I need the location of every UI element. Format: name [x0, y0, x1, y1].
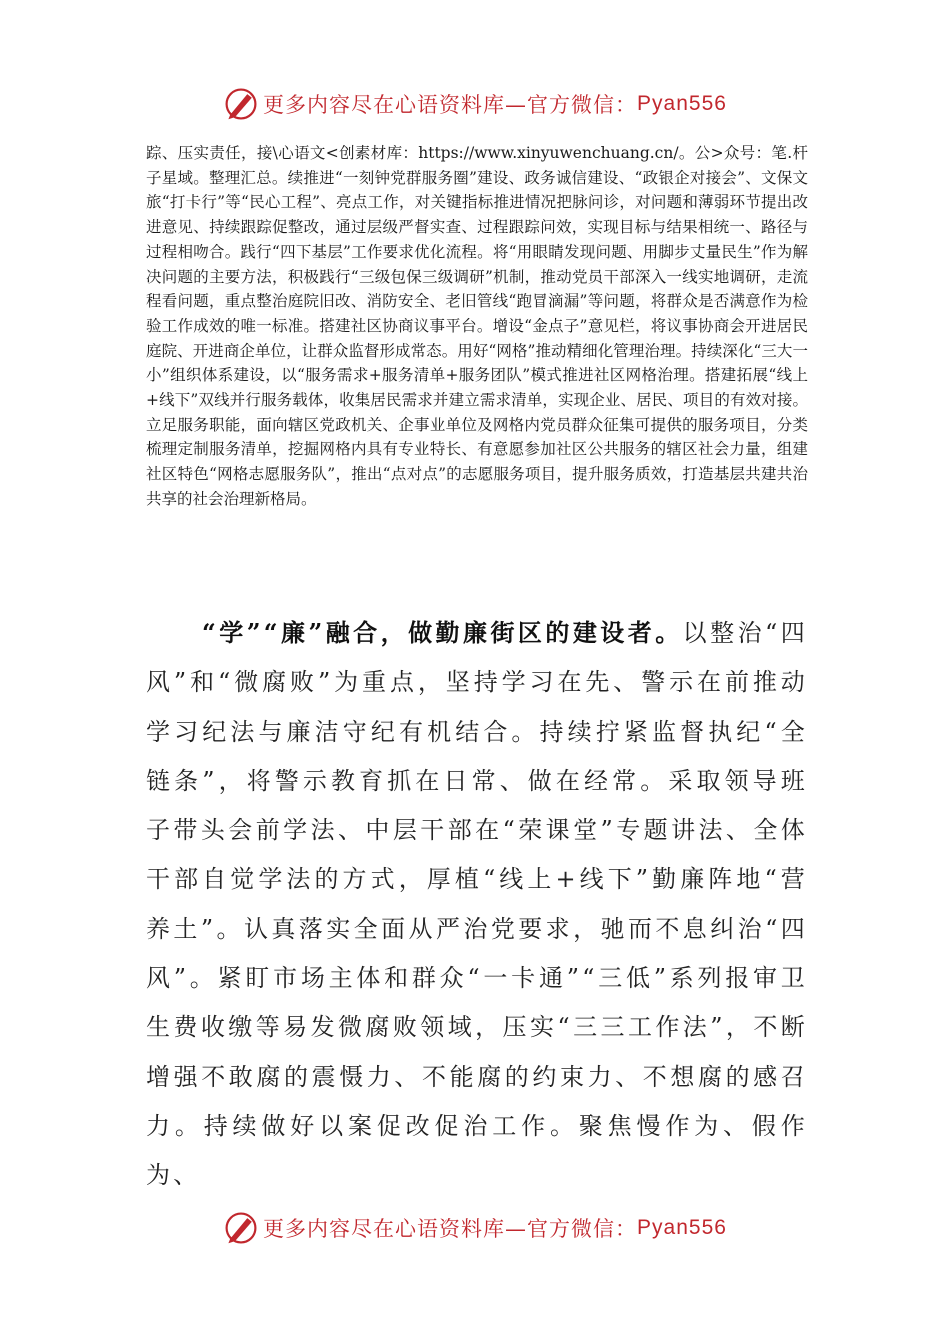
- section-heading: “学”“廉”融合，做勤廉街区的建设者。: [202, 618, 683, 647]
- banner-text: 更多内容尽在心语资料库—官方微信：: [263, 93, 638, 117]
- pen-logo-icon: [223, 86, 259, 122]
- footer-banner: [0, 1208, 950, 1248]
- banner-wechat-id: Pyan556: [637, 1216, 727, 1239]
- pen-logo-icon: [223, 1210, 259, 1246]
- header-banner: [0, 84, 950, 124]
- body-paragraph-1: 踪、压实责任，接\心语文<创素材库：https://www.xinyuwenchuang.cn/。公>众号：笔.杆子星域。整理汇总。续推进“一刻钟党群服务圈”建设、政务诚信建设、“政银企对接会”、文保文旅“打卡行”等“民心工程”、亮点工作，对关键指标推进情况把脉问诊，对问题和薄弱环节提出改进意见、持续跟踪促整改，通过层级严督实查、过程跟踪问效，实现目标与结果相统一、路径与过程相吻合。践行“四下基层”工作要求优化流程。将“用眼睛发现问题、用脚步丈量民生”作为解决问题的主要方法，积极践行“三级包保三级调研”机制，推动党员干部深入一线实地调研，走流程看问题，重点整治庭院旧改、消防安全、老旧管线“跑冒滴漏”等问题，将群众是否满意作为检验工作成效的唯一标准。搭建社区协商议事平台。增设“金点子”意见栏，将议事协商会开进居民庭院、开进商企单位，让群众监督形成常态。用好“网格”推动精细化管理治理。持续深化“三大一小”组织体系建设，以“服务需求+服务清单+服务团队”模式推进社区网格治理。搭建拓展“线上+线下”双线并行服务载体，收集居民需求并建立需求清单，实现企业、居民、项目的有效对接。立足服务职能，面向辖区党政机关、企事业单位及网格内党员群众征集可提供的服务项目，分类梳理定制服务清单，挖掘网格内具有专业特长、有意愿参加社区公共服务的辖区社会力量，组建社区特色“网格志愿服务队”，推出“点对点”的志愿服务项目，提升服务质效，打造基层共建共治共享的社会治理新格局。: [146, 144, 808, 508]
- banner-wechat-id: Pyan556: [637, 92, 727, 115]
- banner-text: 更多内容尽在心语资料库—官方微信：: [263, 1217, 638, 1241]
- section-body: 以整治“四风”和“微腐败”为重点，坚持学习在先、警示在前推动学习纪法与廉洁守纪有机结合。持续拧紧监督执纪“全链条”，将警示教育抓在日常、做在经常。采取领导班子带头会前学法、中层干部在“荣课堂”专题讲法、全体干部自觉学法的方式，厚植“线上+线下”勤廉阵地“营养土”。认真落实全面从严治党要求，驰而不息纠治“四风”。紧盯市场主体和群众“一卡通”“三低”系列报审卫生费收缴等易发微腐败领域，压实“三三工作法”，不断增强不敢腐的震慑力、不能腐的约束力、不想腐的感召力。持续做好以案促改促治工作。聚焦慢作为、假作为、: [146, 619, 808, 1190]
- body-paragraph-2: [146, 608, 808, 1201]
